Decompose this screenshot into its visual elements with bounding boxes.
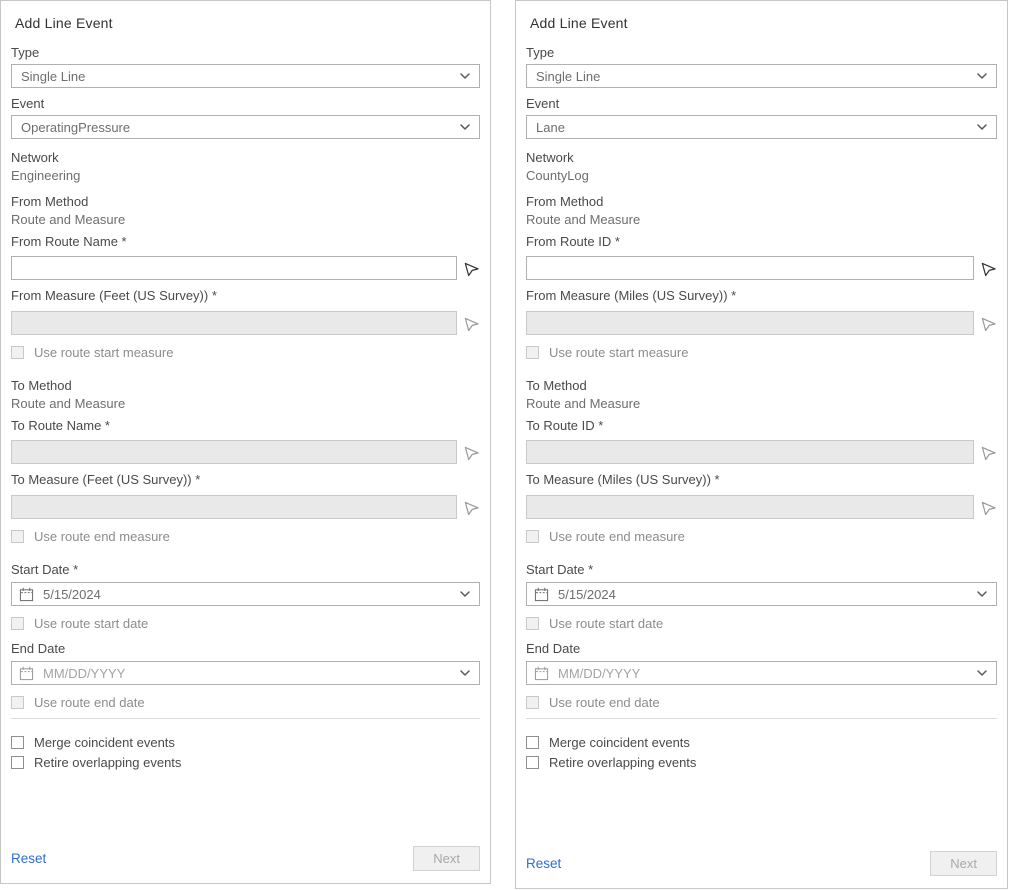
map-picker-arrow-icon: [463, 315, 480, 332]
end-date-placeholder: MM/DD/YYYY: [43, 665, 126, 681]
use-route-start-measure-checkbox: [11, 346, 24, 359]
retire-overlapping-events-checkbox[interactable]: [526, 756, 539, 769]
to-route-label: To Route Name *: [11, 418, 110, 433]
add-line-event-panel-right: [515, 0, 1008, 889]
use-route-end-date-label: Use route end date: [549, 695, 660, 710]
divider: [526, 718, 997, 719]
start-date-picker[interactable]: [11, 582, 480, 606]
use-route-end-date-checkbox: [11, 696, 24, 709]
use-route-end-measure-label: Use route end measure: [549, 529, 685, 544]
merge-coincident-events-row: [526, 735, 997, 750]
page-title: Add Line Event: [530, 15, 628, 31]
from-method-value: Route and Measure: [11, 212, 126, 227]
footer: [526, 851, 997, 876]
type-select[interactable]: [11, 64, 480, 88]
use-route-end-date-row: [526, 695, 997, 710]
merge-coincident-events-label: Merge coincident events: [549, 735, 690, 750]
calendar-icon: [19, 587, 34, 602]
from-route-input[interactable]: [11, 256, 457, 280]
divider: [11, 718, 480, 719]
use-route-start-date-checkbox: [526, 617, 539, 630]
end-date-label: End Date: [11, 641, 66, 656]
start-date-picker[interactable]: [526, 582, 997, 606]
to-method-label: To Method: [11, 378, 72, 393]
map-picker-arrow-icon[interactable]: [463, 260, 480, 277]
event-label: Event: [526, 96, 560, 111]
next-button[interactable]: Next: [413, 846, 480, 871]
start-date-label: Start Date *: [11, 562, 79, 577]
network-label: Network: [526, 150, 574, 165]
page-title: Add Line Event: [15, 15, 113, 31]
from-measure-input: [11, 311, 457, 335]
retire-overlapping-events-label: Retire overlapping events: [549, 755, 697, 770]
from-method-value: Route and Measure: [526, 212, 641, 227]
map-picker-arrow-icon: [463, 444, 480, 461]
next-button[interactable]: Next: [930, 851, 997, 876]
use-route-start-measure-row: [526, 345, 997, 360]
to-method-value: Route and Measure: [11, 396, 126, 411]
type-select[interactable]: [526, 64, 997, 88]
map-picker-arrow-icon: [980, 499, 997, 516]
start-date-value: 5/15/2024: [43, 586, 101, 602]
merge-coincident-events-row: [11, 735, 480, 750]
from-route-input[interactable]: [526, 256, 974, 280]
retire-overlapping-events-row: [11, 755, 480, 770]
chevron-down-icon: [977, 591, 987, 597]
end-date-placeholder: MM/DD/YYYY: [558, 665, 641, 681]
chevron-down-icon: [460, 73, 470, 79]
use-route-start-measure-row: [11, 345, 480, 360]
add-line-event-panel-left: [0, 0, 491, 884]
event-select-value: OperatingPressure: [21, 119, 131, 135]
to-route-label: To Route ID *: [526, 418, 604, 433]
to-method-value: Route and Measure: [526, 396, 641, 411]
type-label: Type: [526, 45, 555, 60]
map-picker-arrow-icon[interactable]: [980, 260, 997, 277]
event-select[interactable]: [526, 115, 997, 139]
calendar-icon: [19, 666, 34, 681]
use-route-start-date-row: [11, 616, 480, 631]
start-date-value: 5/15/2024: [558, 586, 616, 602]
network-label: Network: [11, 150, 59, 165]
use-route-end-date-checkbox: [526, 696, 539, 709]
chevron-down-icon: [977, 73, 987, 79]
chevron-down-icon: [977, 670, 987, 676]
merge-coincident-events-checkbox[interactable]: [11, 736, 24, 749]
use-route-start-date-label: Use route start date: [549, 616, 664, 631]
use-route-start-measure-label: Use route start measure: [549, 345, 689, 360]
to-measure-label: To Measure (Miles (US Survey)) *: [526, 472, 720, 487]
from-measure-input: [526, 311, 974, 335]
network-value: Engineering: [11, 168, 81, 183]
use-route-end-measure-checkbox: [526, 530, 539, 543]
network-value: CountyLog: [526, 168, 589, 183]
from-measure-label: From Measure (Miles (US Survey)) *: [526, 288, 737, 303]
chevron-down-icon: [460, 124, 470, 130]
use-route-end-measure-label: Use route end measure: [34, 529, 170, 544]
chevron-down-icon: [977, 124, 987, 130]
retire-overlapping-events-row: [526, 755, 997, 770]
map-picker-arrow-icon: [980, 315, 997, 332]
map-picker-arrow-icon: [463, 499, 480, 516]
to-route-input: [526, 440, 974, 464]
use-route-end-measure-row: [526, 529, 997, 544]
use-route-start-date-row: [526, 616, 997, 631]
type-label: Type: [11, 45, 40, 60]
to-measure-input: [11, 495, 457, 519]
use-route-end-date-label: Use route end date: [34, 695, 145, 710]
event-label: Event: [11, 96, 45, 111]
event-select[interactable]: [11, 115, 480, 139]
merge-coincident-events-label: Merge coincident events: [34, 735, 175, 750]
to-measure-label: To Measure (Feet (US Survey)) *: [11, 472, 201, 487]
use-route-start-date-checkbox: [11, 617, 24, 630]
calendar-icon: [534, 666, 549, 681]
to-route-input: [11, 440, 457, 464]
use-route-start-measure-checkbox: [526, 346, 539, 359]
from-measure-label: From Measure (Feet (US Survey)) *: [11, 288, 217, 303]
calendar-icon: [534, 587, 549, 602]
from-method-label: From Method: [526, 194, 604, 209]
from-route-label: From Route Name *: [11, 234, 127, 249]
reset-link[interactable]: Reset: [526, 856, 562, 871]
use-route-start-date-label: Use route start date: [34, 616, 149, 631]
start-date-label: Start Date *: [526, 562, 594, 577]
chevron-down-icon: [460, 670, 470, 676]
retire-overlapping-events-label: Retire overlapping events: [34, 755, 182, 770]
retire-overlapping-events-checkbox[interactable]: [11, 756, 24, 769]
use-route-end-date-row: [11, 695, 480, 710]
use-route-start-measure-label: Use route start measure: [34, 345, 174, 360]
end-date-picker[interactable]: [526, 661, 997, 685]
chevron-down-icon: [460, 591, 470, 597]
end-date-label: End Date: [526, 641, 581, 656]
use-route-end-measure-checkbox: [11, 530, 24, 543]
event-select-value: Lane: [536, 119, 565, 135]
map-picker-arrow-icon: [980, 444, 997, 461]
to-method-label: To Method: [526, 378, 587, 393]
use-route-end-measure-row: [11, 529, 480, 544]
footer: [11, 846, 480, 871]
type-select-value: Single Line: [536, 68, 601, 84]
reset-link[interactable]: Reset: [11, 851, 47, 866]
from-route-label: From Route ID *: [526, 234, 620, 249]
from-method-label: From Method: [11, 194, 89, 209]
merge-coincident-events-checkbox[interactable]: [526, 736, 539, 749]
to-measure-input: [526, 495, 974, 519]
type-select-value: Single Line: [21, 68, 86, 84]
end-date-picker[interactable]: [11, 661, 480, 685]
